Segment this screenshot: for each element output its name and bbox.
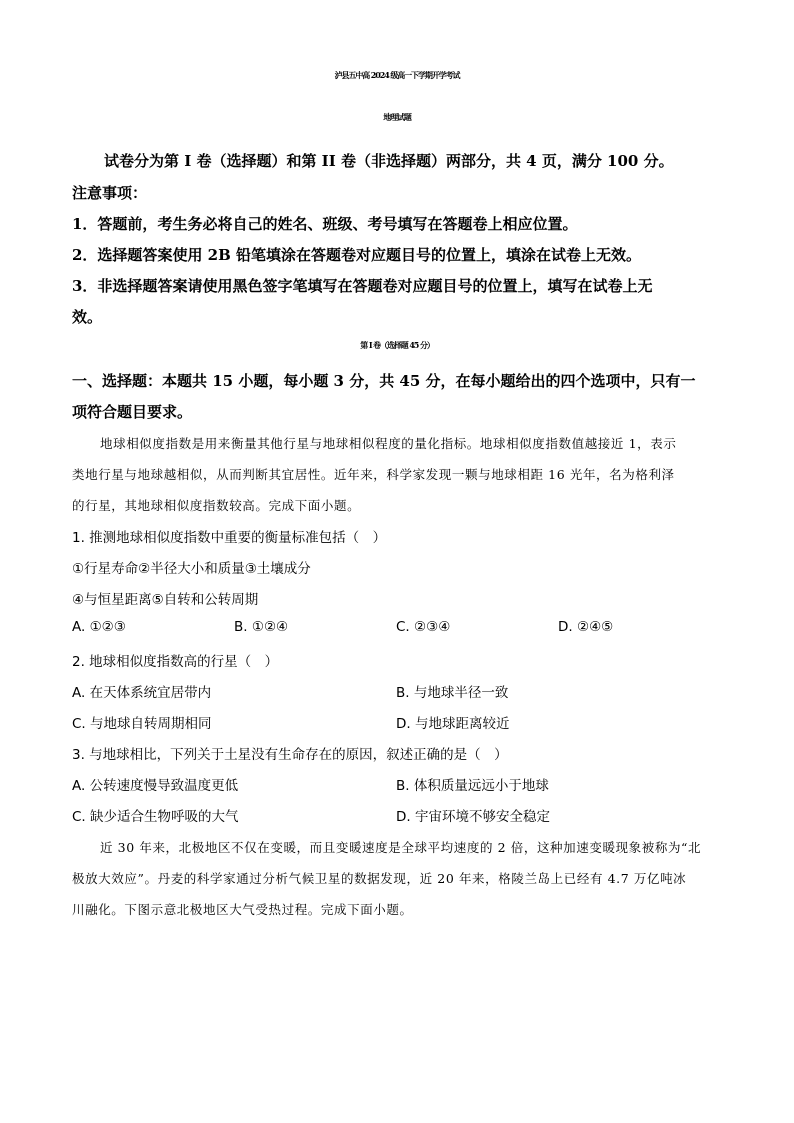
passage1-line-2: 类地行星与地球越相似，从而判断其宜居性。近年来，科学家发现一颗与地球相距 16 光年，名为格利泽 (72, 467, 675, 482)
notice-item-2: 2．选择题答案使用 2B 铅笔填涂在答题卷对应题目号的位置上，填涂在试卷上无效。 (72, 246, 642, 264)
q2-option-b: B. 与地球半径一致 (396, 685, 509, 701)
q1-items-line-2: ④与恒星距离⑤自转和公转周期 (72, 592, 259, 608)
q3-option-d: D. 宇宙环境不够安全稳定 (396, 809, 550, 825)
passage1-line-3: 的行星，其地球相似度指数较高。完成下面小题。 (72, 498, 361, 513)
q3-option-b: B. 体积质量远远小于地球 (396, 778, 549, 794)
q1-option-c: C. ②③④ (396, 619, 451, 635)
notice-heading: 注意事项： (72, 184, 148, 202)
q1-option-d: D. ②④⑤ (558, 619, 614, 635)
intro-text: 试卷分为第 I 卷（选择题）和第 II 卷（非选择题）两部分，共 4 页，满分 100 分。 (104, 152, 674, 170)
passage1-line-1: 地球相似度指数是用来衡量其他行星与地球相似程度的量化指标。地球相似度指数值越接近 1，表示 (100, 436, 677, 451)
notice-item-1: 1．答题前，考生务必将自己的姓名、班级、考号填写在答题卷上相应位置。 (72, 215, 578, 233)
notice-item-3-cont: 效。 (72, 308, 103, 326)
q2-option-c: C. 与地球自转周期相同 (72, 716, 212, 732)
part1-heading: 第 I 卷（选择题 45 分） (360, 340, 434, 350)
q3-option-a: A. 公转速度慢导致温度更低 (72, 778, 239, 794)
q2-option-d: D. 与地球距离较近 (396, 716, 510, 732)
q2-stem: 2. 地球相似度指数高的行星（ ） (72, 654, 279, 670)
section-heading-line-1: 一、选择题：本题共 15 小题，每小题 3 分，共 45 分，在每小题给出的四个选项中，只有一 (72, 372, 696, 390)
passage2-line-1: 近 30 年来，北极地区不仅在变暖，而且变暖速度是全球平均速度的 2 倍，这种加速变暖现象被称为“北 (100, 840, 702, 855)
passage2-line-2: 极放大效应”。丹麦的科学家通过分析气候卫星的数据发现，近 20 年来，格陵兰岛上已经有 4.7 万亿吨冰 (72, 871, 687, 886)
q2-option-a: A. 在天体系统宜居带内 (72, 685, 212, 701)
notice-item-3: 3．非选择题答案请使用黑色签字笔填写在答题卷对应题目号的位置上，填写在试卷上无 (72, 277, 653, 295)
q1-items-line-1: ①行星寿命②半径大小和质量③土壤成分 (72, 561, 311, 577)
q3-option-c: C. 缺少适合生物呼吸的大气 (72, 809, 239, 825)
q1-option-b: B. ①②④ (234, 619, 289, 635)
q1-option-a: A. ①②③ (72, 619, 126, 635)
q3-stem: 3. 与地球相比，下列关于土星没有生命存在的原因，叙述正确的是（ ） (72, 747, 508, 763)
section-heading-line-2: 项符合题目要求。 (72, 403, 193, 421)
q1-stem: 1. 推测地球相似度指数中重要的衡量标准包括（ ） (72, 530, 387, 546)
passage2-line-3: 川融化。下图示意北极地区大气受热过程。完成下面小题。 (72, 902, 413, 917)
exam-title: 泸县五中高 2024 级高一下学期开学考试 (334, 70, 460, 80)
subject-title: 地理试题 (383, 112, 411, 122)
